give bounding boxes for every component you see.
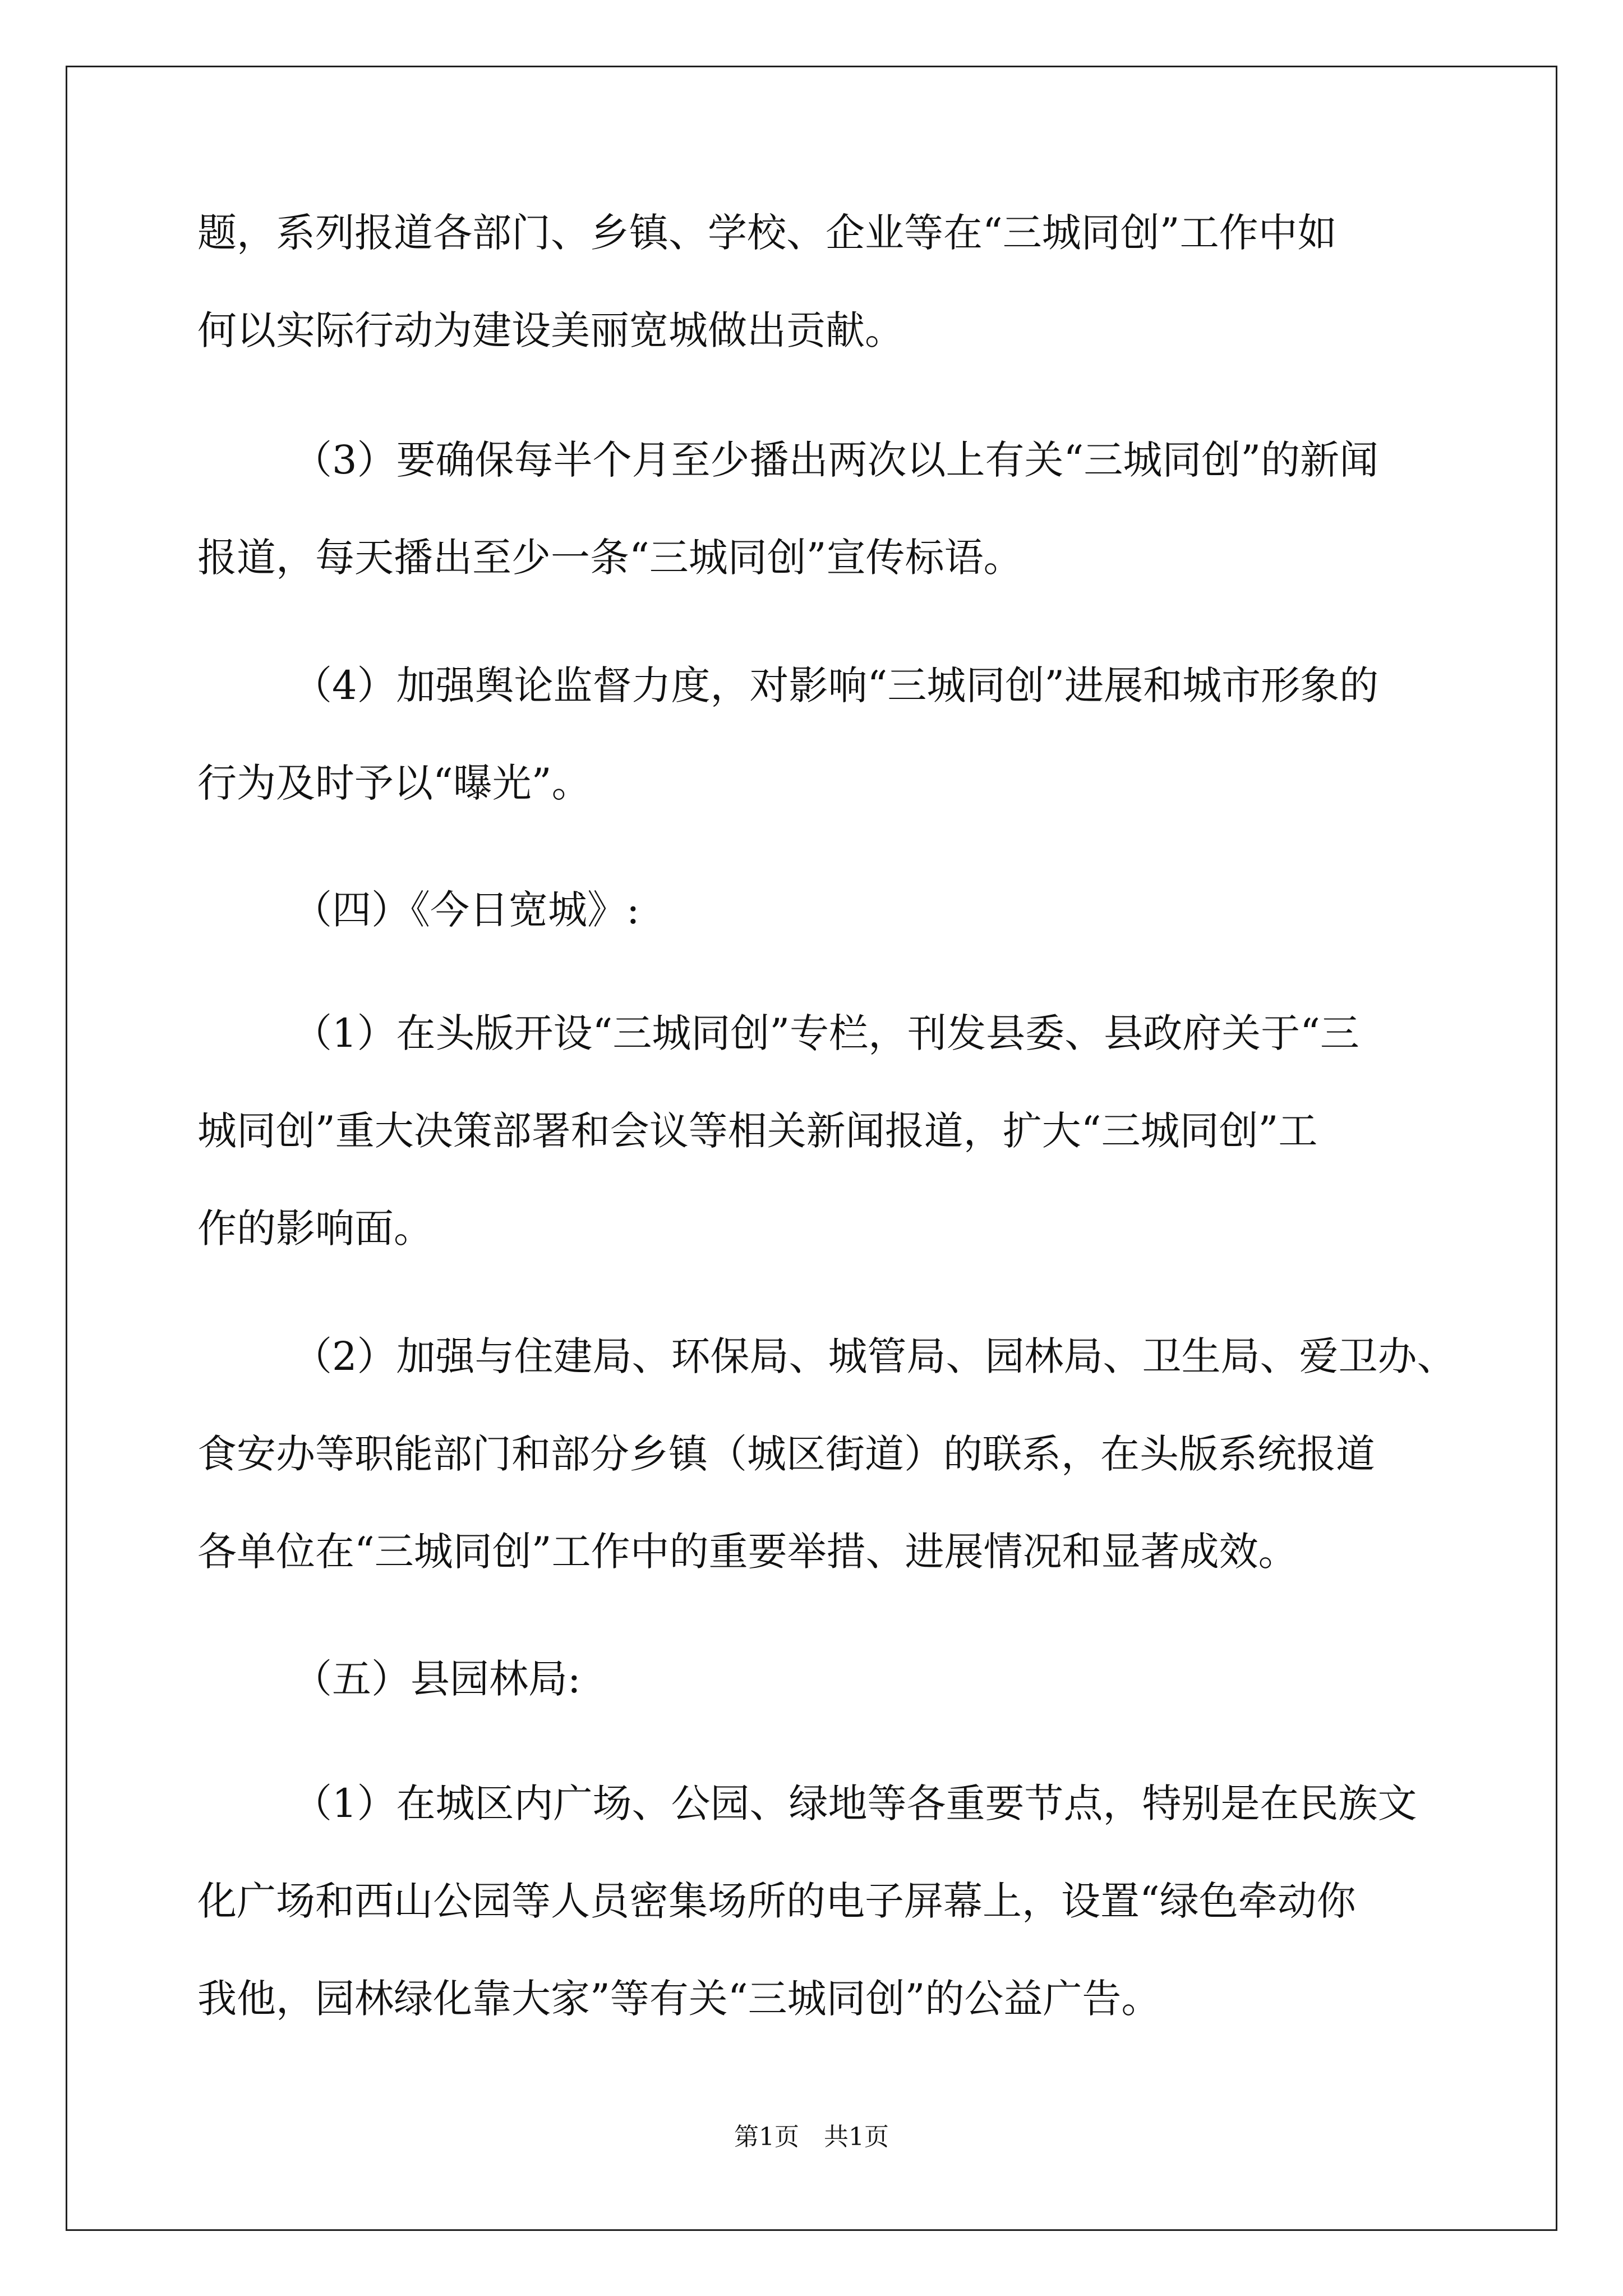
section-heading: （五）县园林局: [293,1656,581,1702]
text-line: （3）要确保每半个月至少播出两次以上有关“三城同创”的新闻 [293,437,1379,483]
text-line: （4）加强舆论监督力度，对影响“三城同创”进展和城市形象的 [293,662,1379,708]
text-line: 作的影响面。 [197,1205,433,1251]
text-line: （2）加强与住建局、环保局、城管局、园林局、卫生局、爱卫办、 [293,1333,1456,1379]
text-line: 我他，园林绿化靠大家”等有关“三城同创”的公益广告。 [197,1976,1161,2022]
text-line: 何以实际行动为建设美丽宽城做出贡献。 [197,307,904,353]
text-line: （1）在城区内广场、公园、绿地等各重要节点，特别是在民族文 [293,1780,1417,1826]
text-line: 报道，每天播出至少一条“三城同创”宣传标语。 [197,535,1023,581]
text-line: （1）在头版开设“三城同创”专栏，刊发县委、县政府关于“三 [293,1010,1359,1056]
text-line: 食安办等职能部门和部分乡镇（城区街道）的联系，在头版系统报道 [197,1431,1375,1477]
section-heading: （四）《今日宽城》: [293,887,640,933]
text-line: 城同创”重大决策部署和会议等相关新闻报道，扩大“三城同创”工 [197,1108,1318,1154]
text-line: 题，系列报道各部门、乡镇、学校、企业等在“三城同创”工作中如 [197,210,1337,256]
text-line: 各单位在“三城同创”工作中的重要举措、进展情况和显著成效。 [197,1529,1298,1575]
text-line: 行为及时予以“曝光”。 [197,760,591,806]
page-footer: 第1页 共1页 [734,2123,889,2151]
text-line: 化广场和西山公园等人员密集场所的电子屏幕上，设置“绿色牵动你 [197,1878,1356,1924]
